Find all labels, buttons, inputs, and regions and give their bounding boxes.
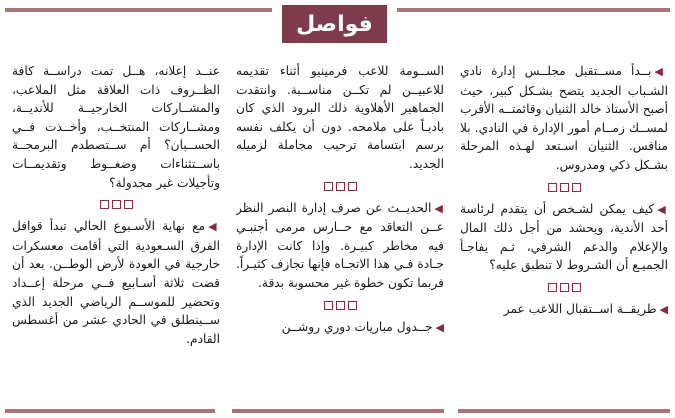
paragraph: ◀بــدأ مســتقبل مجلــس إدارة نادي الشـباب الجديد يتضح بشـكل كبير، حيث أصبح الأستاذ خالد الثنيان وقائمتــه الأقرب لمســك زمــام أمور الإدارة في النادي. بلا منافس. الثنيان اسـتعد لهـذه المرحلة بشـكل ذكي ومدروس. <box>460 64 668 172</box>
bottom-rule-middle <box>232 409 444 413</box>
paragraph: ◀كيف يمكن لشـخص أن يتقدم لرئاسة أحد الأندية، ويحشد من أجل ذلك المال والإعلام والدعم الشرفي، ثـم يفاجـأ الجميـع أن الشـروط لا تنطبق عليه؟ <box>460 201 668 273</box>
paragraph: ◀الحديــث عن صرف إدارة النصر النظر عــن التعاقد مع حــارس مرمى أجنبـي فيه مخاطر كبيـرة. وإذا كانت الإدارة جـادة فـي هذا الاتجـاه فإنها تجازف كثيـراً. فربما تكون خطوة غير محسوبة بدقة. <box>236 200 444 290</box>
three-squares-icon <box>236 300 444 312</box>
three-squares-icon <box>460 182 668 194</box>
triangle-left-icon: ◀ <box>657 202 668 216</box>
triangle-left-icon: ◀ <box>659 302 668 316</box>
top-rule-left <box>5 8 272 12</box>
bottom-rule-left <box>5 409 215 413</box>
triangle-left-icon: ◀ <box>208 220 220 234</box>
three-squares-icon <box>460 282 668 294</box>
paragraph: ◀طريقــة اســتقبال اللاعب عمر <box>503 301 668 316</box>
three-squares-icon <box>12 199 220 211</box>
paragraph: الســومة للاعب فرمينيو أثناء تقديمه للاعبيــن لم تكــن مناســبة. وانتقدت الجماهير الأهلاوية ذلك البرود الذي كان باديـاً على ملامحه. دون أن يكلف نفسه برسم ابتسامة ترحيب مجاملة لزميله الجديد. <box>236 64 444 171</box>
column-right <box>460 62 668 392</box>
triangle-left-icon: ◀ <box>654 65 668 78</box>
triangle-left-icon: ◀ <box>435 320 444 334</box>
paragraph: عنــد إعلانه، هــل تمت دراســة كافة الظــروف ذات العلاقة مثل الملاعب، والمشــاركات الخارجيــة للأنديــة، ومشــاركات المنتخــب، وأخــذت فــي الحســبان؟ أم ســتصطدم البرمجــة باســتثناءات وضغــوط وتقديمــات وتأجيلات غير مجدولة؟ <box>12 64 220 190</box>
section-title: فواصل <box>296 11 373 37</box>
column-middle <box>236 62 444 392</box>
column-left <box>12 62 220 392</box>
top-rule-right <box>397 8 670 12</box>
bottom-rule-right <box>458 409 670 413</box>
three-squares-icon <box>236 181 444 193</box>
paragraph: ◀جــدول مباريات دوري روشــن <box>281 319 444 334</box>
triangle-left-icon: ◀ <box>434 201 444 215</box>
paragraph: ◀مع نهاية الأسـبوع الحالي تبدأ قوافل الفرق السـعودية التي أقامت معسكرات خارجية في العودة لأرض الوطــن. بعد أن قضت ثلاثة أسـابيع فــي مرحلة إعــداد وتحضير للموســم الرياضي الجديد الذي ســينطلق في الحادي عشر من أغسطس القادم. <box>12 219 220 346</box>
section-title-box <box>282 5 387 43</box>
